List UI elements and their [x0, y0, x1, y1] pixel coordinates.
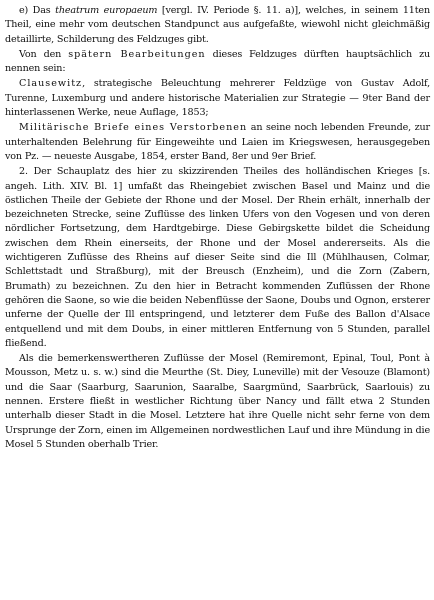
text-run: Von den	[19, 48, 69, 60]
paragraph-theatre-of-war	[5, 165, 430, 351]
text-run: e) Das	[19, 5, 56, 16]
paragraph-later-works-intro	[5, 48, 430, 77]
text-run: 2. Der Schauplatz des hier zu skizzirenden Theiles des holländischen Krieges [s. angeh. Lith. XIV. Bl. 1] umfaßt das Rheingebiet zwischen Basel und Mainz und die östlichen Theile der Gebiete der Rhone und der Mosel. Der Rhein erhält, innerhalb der bezeichneten Strecke, seine Zuflüsse des linken Ufers von den Vogesen und von deren nördlicher Fortsetzung, dem Hardtgebirge. Diese Gebirgskette bildet die Scheidung zwischen dem Rhein einerseits, der Rhone und der Mosel andererseits. Als die wichtigeren Zuflüsse des Rheins auf dieser Seite sind die Ill (Mühlhausen, Colmar, Schlettstadt und Straßburg), mit der Breusch (Enzheim), und die Zorn (Zabern, Brumath) zu bezeichnen. Zu den hier in Betracht kommenden Zuflüssen der Rhone gehören die Saone, so wie die beiden Nebenflüsse der Saone, Doubs und Ognon, ersterer unferne der Quelle der Ill entspringend, und letzterer dem Fuße des Ballon d'Alsace entquellend und mit dem Doubs, in einer mittleren Entfernung von 5 Stunden, parallel fließend.	[5, 166, 430, 349]
text-run: [vergl. IV. Periode §. 11. a)], welches, in seinem 11ten Theil, eine mehr vom deutschen Standpunct aus aufgefaßte, wiewohl nicht gleichmäßig detaillirte, Schilderung des Feldzuges gibt.	[5, 5, 430, 45]
text-run-spaced: spätern Bearbeitungen	[68, 48, 206, 60]
paragraph-military-letters	[5, 121, 430, 164]
text-run: Als die bemerkenswertheren Zuflüsse der Mosel (Remiremont, Epinal, Toul, Pont à Mousson, Metz u. s. w.) sind die Meurthe (St. Diey, Luneville) mit der Vesouze (Blamont) und die Saar (Saarburg, Saarunion, Saaralbe, Saargmünd, Saarbrück, Saarlouis) zu nennen. Erstere fließt in westlicher Richtung über Nancy und fällt etwa 2 Stunden unterhalb dieser Stadt in die Mosel. Letztere hat ihre Quelle nicht sehr ferne von dem Ursprunge der Zorn, einen im Allgemeinen nordwestlichen Lauf und ihre Mündung in die Mosel 5 Stunden oberhalb Trier.	[5, 353, 430, 450]
text-run: dieses Feldzuges dürften hauptsächlich zu nennen sein:	[5, 48, 431, 75]
text-run-spaced: Militärische Briefe eines Verstorbenen	[19, 122, 248, 134]
paragraph-theatrum-europaeum	[5, 4, 430, 47]
paragraph-mosel-tributaries	[5, 352, 430, 452]
paragraph-clausewitz	[5, 77, 430, 120]
text-run: , strategische Beleuchtung mehrerer Feldzüge von Gustav Adolf, Turenne, Luxemburg und andere historische Materialien zur Strategie — 9ter Band der hinterlassenen Werke, neue Auflage, 1853;	[5, 78, 430, 119]
text-run-italic: theatrum europaeum	[55, 5, 158, 16]
text-run-spaced: Clausewitz	[19, 78, 83, 90]
text-run: an seine noch lebenden Freunde, zur unterhaltenden Belehrung für Eingeweihte und Laien im Kriegswesen, herausgegeben von Pz. — neueste Ausgabe, 1854, erster Band, 8er und 9er Brief.	[5, 122, 430, 162]
